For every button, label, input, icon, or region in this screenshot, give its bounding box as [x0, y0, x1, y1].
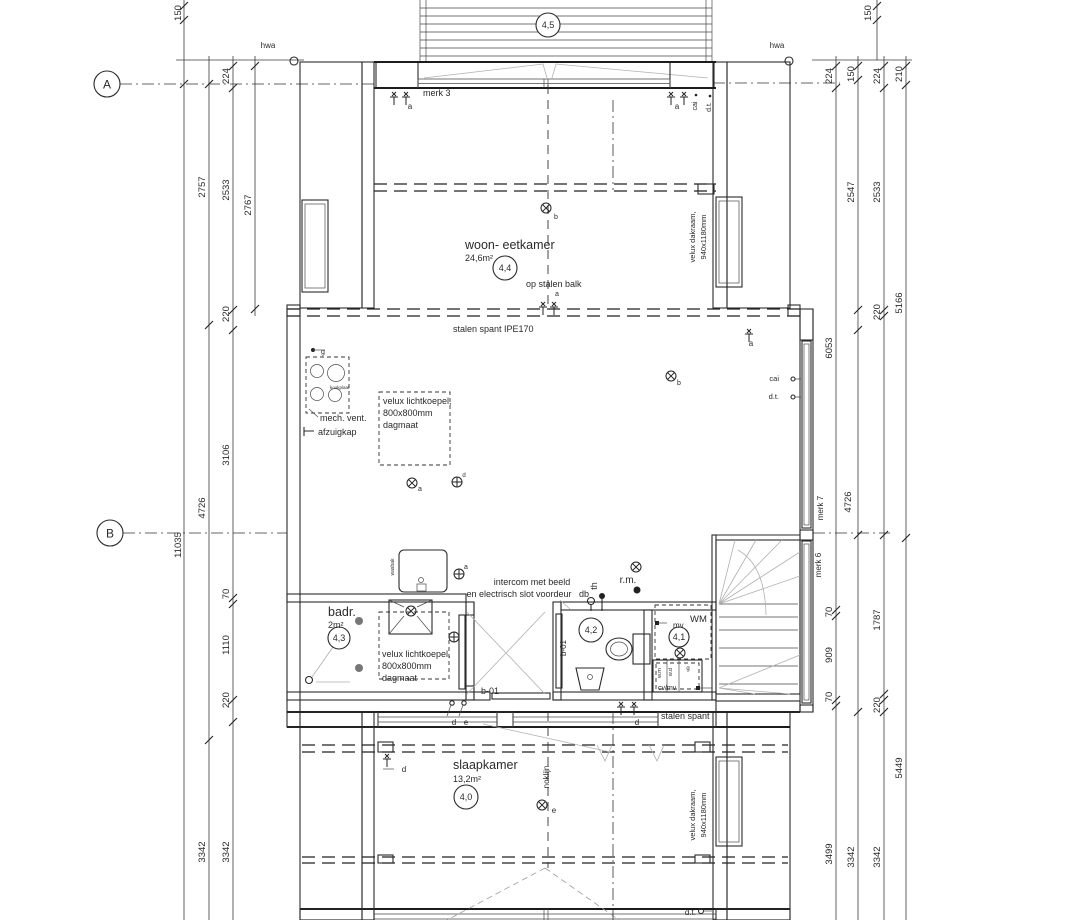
label-150: 150 [173, 5, 184, 21]
label-6053: 6053 [824, 337, 835, 359]
label-g: g [321, 349, 325, 356]
label-800x800mm: 800x800mm [382, 661, 432, 671]
label-kookplaat: kookplaat [330, 385, 350, 390]
velux-window-top-right [716, 197, 742, 287]
label-4726: 4726 [197, 497, 208, 519]
light-point [631, 562, 641, 572]
light-point [407, 478, 417, 488]
label-5166: 5166 [894, 292, 905, 314]
label-220: 220 [872, 304, 883, 320]
label-3342: 3342 [221, 841, 232, 863]
hwa-drain-left [290, 57, 298, 65]
label-b-01: b-01 [481, 686, 500, 696]
window-merk7 [802, 341, 811, 528]
glazing-top [418, 79, 670, 88]
label-velux-dakraam-: velux dakraam, [688, 789, 697, 841]
light-point [675, 648, 685, 658]
hwa-drain-right [785, 57, 793, 65]
wall-brick-top-right [727, 62, 790, 308]
wall-brick-top-left [300, 62, 362, 308]
label-stalen-spant: stalen spant [661, 711, 710, 721]
door-leaf-b01 [492, 693, 550, 699]
label-909: 909 [824, 647, 835, 663]
room-number-living: 4,4 [498, 263, 512, 274]
label-dagmaat: dagmaat [383, 420, 419, 430]
label-224: 224 [824, 68, 835, 84]
label-220: 220 [872, 697, 883, 713]
label-940x1180mm: 940x1180mm [699, 214, 708, 260]
label-3499: 3499 [824, 843, 835, 865]
label-wasbak: wasbak [390, 558, 396, 576]
label-cai: cai [692, 101, 699, 111]
label-w-d: w.d [668, 667, 674, 677]
label-r-m-: r.m. [619, 575, 637, 586]
shower-drain [406, 606, 416, 616]
sliding-door-swing [424, 64, 708, 78]
room-label-bedroom: slaapkamer [453, 758, 518, 772]
walls-layer [287, 62, 813, 920]
velux-window-bottom-right [716, 757, 742, 846]
label-d: d [462, 473, 466, 479]
label-2757: 2757 [197, 176, 208, 198]
label-th: th [589, 582, 599, 590]
label-150: 150 [863, 5, 874, 21]
room-area-bedroom: 13,2m² [453, 774, 482, 784]
label-4726: 4726 [843, 491, 854, 513]
room-number-bathroom: 4,3 [332, 633, 346, 644]
room-number-tech: 4,1 [672, 632, 686, 643]
label-a: a [555, 291, 559, 298]
label-velux-dakraam-: velux dakraam, [688, 211, 697, 263]
wall-point [454, 569, 464, 579]
party-wall-left [287, 309, 300, 712]
label-220: 220 [221, 692, 232, 708]
room-label-living: woon- eetkamer [465, 238, 555, 252]
wall-point [449, 632, 459, 642]
label-a: a [464, 564, 468, 571]
label-d-t-: d.t. [768, 392, 779, 401]
label-noklijn: noklijn [542, 765, 551, 789]
label-d: d [401, 765, 407, 774]
wall-brick-bottom-right [727, 712, 790, 920]
wall-point [452, 477, 462, 487]
label-a: a [674, 102, 680, 111]
rm-point [634, 587, 641, 594]
label-70: 70 [221, 588, 232, 600]
label-70: 70 [824, 606, 835, 618]
label-2533: 2533 [221, 179, 232, 201]
label-en-electrisch-slot-voordeur: en electrisch slot voordeur [466, 589, 572, 599]
label-mv: mv [673, 621, 684, 630]
label-merk-3: merk 3 [423, 88, 451, 98]
label-stalen-spant-ipe170: stalen spant IPE170 [453, 324, 534, 334]
label-db: db [578, 589, 590, 599]
label-d: d [451, 718, 457, 727]
label-afzuigkap: afzuigkap [318, 427, 357, 437]
room-area-living: 24,6m² [465, 253, 494, 263]
label-224: 224 [221, 68, 232, 84]
label-220: 220 [221, 306, 232, 322]
label-70: 70 [824, 691, 835, 703]
label-3342: 3342 [197, 841, 208, 863]
grid-bubble-b: B [105, 526, 115, 541]
door-leaf-bathroom [459, 615, 465, 689]
roof-edge-top [374, 184, 716, 191]
label-3342: 3342 [846, 846, 857, 868]
label-1787: 1787 [872, 609, 883, 631]
label-2547: 2547 [846, 181, 857, 203]
label-3106: 3106 [221, 444, 232, 466]
label-1110: 1110 [221, 635, 232, 655]
dimension-lines [120, 0, 912, 920]
label-wm: WM [690, 614, 707, 625]
label-hwa: hwa [260, 41, 276, 50]
label-5449: 5449 [894, 757, 905, 779]
light-point [666, 371, 676, 381]
label-velux-lichtkoepel-: velux lichtkoepel, [382, 649, 451, 659]
staircase [716, 535, 800, 694]
label-d: d [634, 718, 640, 727]
label-hwa: hwa [769, 41, 785, 50]
label-intercom-met-beeld: intercom met beeld [493, 577, 571, 587]
toilet [606, 634, 650, 664]
cooktop [306, 348, 349, 413]
velux-window-top-left [302, 200, 328, 292]
label-g: g [686, 666, 690, 672]
room-number-bedroom: 4,0 [459, 792, 473, 803]
label-2767: 2767 [243, 194, 254, 216]
label-a: a [418, 486, 422, 493]
label-merk-7: merk 7 [816, 495, 825, 521]
window-merk6 [802, 541, 811, 703]
label-velux-lichtkoepel-: velux lichtkoepel, [383, 396, 452, 406]
label-dagmaat: dagmaat [382, 673, 418, 683]
mech-vent-leader [309, 409, 318, 417]
label-2533: 2533 [872, 181, 883, 203]
roof-hip-lines [447, 868, 619, 920]
label-d-t-: d.t. [706, 102, 713, 112]
symbols-layer [383, 92, 753, 810]
label-940x1180mm: 940x1180mm [699, 792, 708, 838]
room-number-hall: 4,2 [584, 625, 598, 636]
kitchen-sink [399, 550, 447, 592]
label-d-t-: d.t. [684, 908, 696, 917]
room-label-bathroom: badr. [328, 605, 356, 619]
room-number-terrace: 4,5 [541, 20, 555, 31]
light-point [541, 203, 551, 213]
wall-brick-bottom-left [300, 712, 362, 920]
terrace-deck [290, 0, 793, 78]
label-a: a [748, 339, 754, 348]
afzuigkap-symbol [304, 427, 314, 436]
label-a: a [407, 102, 413, 111]
label-cv-mv: cv/mv [658, 685, 677, 692]
label-b: b [554, 214, 558, 221]
label-op-stalen-balk: op stalen balk [526, 279, 582, 289]
label-w-m: w.m [657, 668, 663, 678]
hand-basin [576, 668, 604, 690]
label-merk-6: merk 6 [814, 552, 823, 578]
room-area-bathroom: 2m² [328, 620, 344, 630]
label-e: e [463, 718, 469, 727]
shower [389, 600, 432, 634]
label-11035: 11035 [173, 532, 184, 558]
label-210: 210 [894, 66, 905, 82]
label-mech-vent-: mech. vent. [320, 413, 367, 423]
label-150: 150 [846, 66, 857, 82]
label-cai: cai [769, 374, 779, 383]
labels-layer [94, 5, 905, 917]
label-224: 224 [872, 68, 883, 84]
label-3342: 3342 [872, 846, 883, 868]
doorbell-symbol [588, 598, 595, 612]
label-b-01: b-01 [559, 639, 568, 657]
label-b: b [677, 380, 681, 387]
grid-bubble-a: A [102, 77, 112, 92]
label-800x800mm: 800x800mm [383, 408, 433, 418]
light-point [537, 800, 547, 810]
label-e: e [551, 806, 557, 815]
